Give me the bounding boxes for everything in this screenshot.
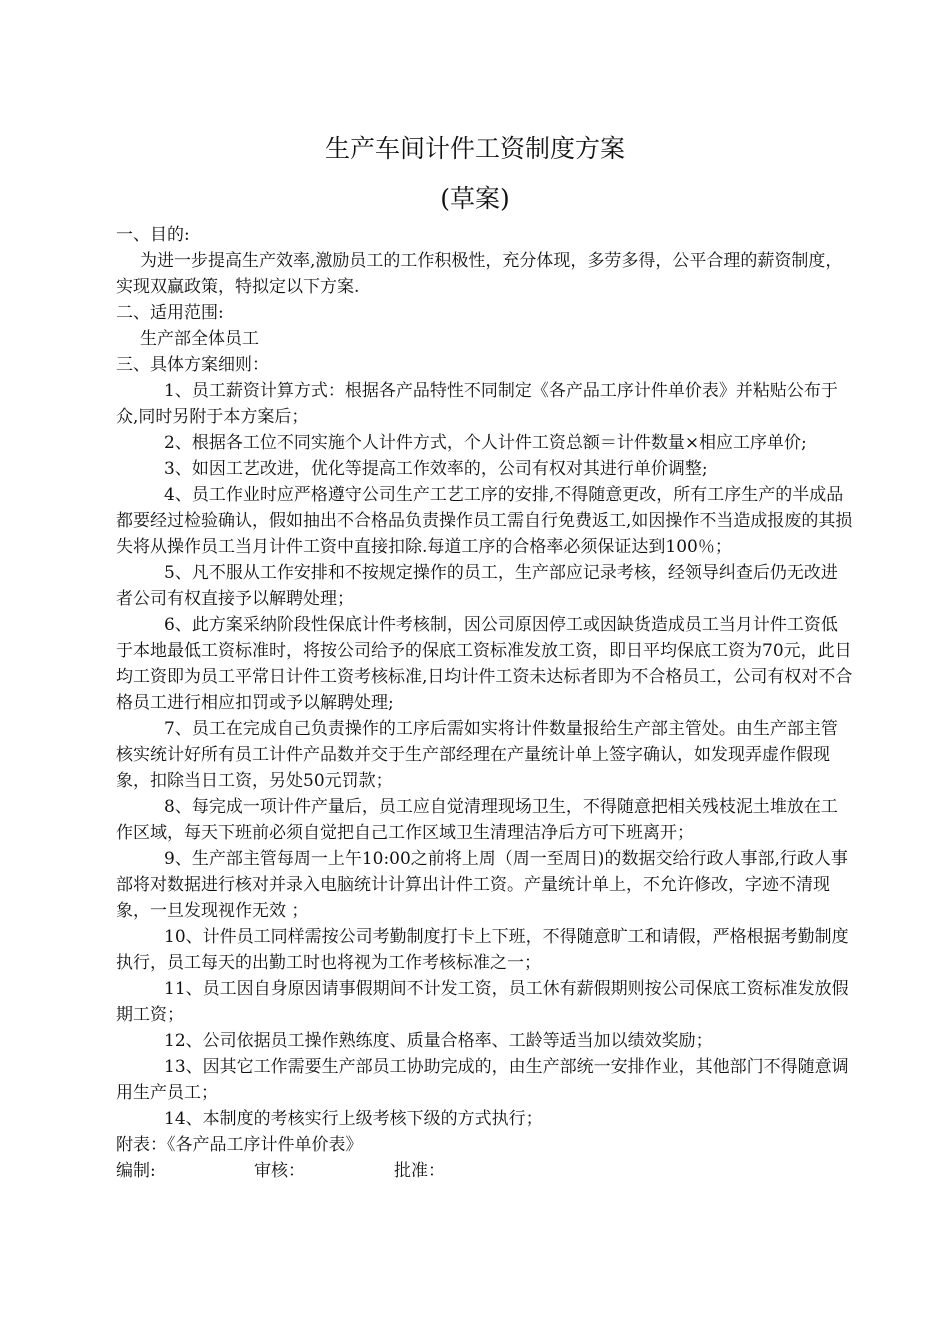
signature-row [116,1158,854,1184]
prepared-by-label: 编制: [116,1161,156,1181]
rule-item: 11、员工因自身原因请事假期间不计发工资，员工休有薪假期则按公司保底工资标准发放假期工资； [116,979,849,1025]
document-title: 生产车间计件工资制度方案 [324,134,625,163]
rule-item: 3、如因工艺改进，优化等提高工作效率的，公司有权对其进行单价调整; [164,459,708,479]
rule-item: 6、此方案采纳阶段性保底计件考核制，因公司原因停工或因缺货造成员工当月计件工资低于本地最低工资标准时，将按公司给予的保底工资标准发放工资，即日平均保底工资为70元，此日均工资即为员工平常日计件工资考核标准,日均计件工资未达标者即为不合格员工，公司有权对不合格员工进行相应扣罚或予以解聘处理; [116,615,853,713]
rule-item: 7、员工在完成自己负责操作的工序后需如实将计件数量报给生产部主管处。由生产部主管核实统计好所有员工计件产品数并交于生产部经理在产量统计单上签字确认，如发现弄虚作假现象，扣除当日工资，另处50元罚款； [116,719,838,791]
document-body [116,222,854,1184]
rule-item: 1、员工薪资计算方式：根据各产品特性不同制定《各产品工序计件单价表》并粘贴公布于众,同时另附于本方案后； [116,381,838,427]
appendix-line: 附表：《各产品工序计件单价表》 [116,1135,363,1155]
rule-item: 14、本制度的考核实行上级考核下级的方式执行； [164,1109,543,1129]
rule-item: 2、根据各工位不同实施个人计件方式，个人计件工资总额＝计件数量×相应工序单价; [164,433,807,453]
document-subtitle: (草案) [440,184,510,213]
rule-item: 4、员工作业时应严格遵守公司生产工艺工序的安排,不得随意更改，所有工序生产的半成品都要经过检验确认，假如抽出不合格品负责操作员工需自行免费返工,如因操作不当造成报废的其损失将从操作员工当月计件工资中直接扣除.每道工序的合格率必须保证达到100％； [116,485,853,557]
rule-item: 10、计件员工同样需按公司考勤制度打卡上下班，不得随意旷工和请假，严格根据考勤制度执行，员工每天的出勤工时也将视为工作考核标准之一； [116,927,849,973]
section-heading-purpose: 一、目的: [116,225,190,245]
rule-item: 12、公司依据员工操作熟练度、质量合格率、工龄等适当加以绩效奖励； [164,1031,713,1051]
section-heading-details: 三、具体方案细则： [116,355,269,375]
rule-item: 8、每完成一项计件产量后，员工应自觉清理现场卫生，不得随意把相关残枝泥土堆放在工作区域，每天下班前必须自觉把自己工作区域卫生清理洁净后方可下班离开； [116,797,838,843]
section-heading-scope: 二、适用范围: [116,303,224,323]
rule-item: 5、凡不服从工作安排和不按规定操作的员工，生产部应记录考核，经领导纠查后仍无改进者公司有权直接予以解聘处理； [116,563,838,609]
rule-item: 13、因其它工作需要生产部员工协助完成的，由生产部统一安排作业，其他部门不得随意调用生产员工； [116,1057,849,1103]
scope-paragraph: 生产部全体员工 [140,329,259,349]
reviewed-by-label: 审核： [254,1161,305,1181]
approved-by-label: 批准： [394,1161,445,1181]
rule-item: 9、生产部主管每周一上午10:00之前将上周（周一至周日)的数据交给行政人事部,行政人事部将对数据进行核对并录入电脑统计计算出计件工资。产量统计单上，不允许修改，字迹不清现象，一旦发现视作无效 ； [116,849,848,921]
purpose-paragraph: 为进一步提高生产效率,激励员工的工作积极性，充分体现，多劳多得，公平合理的薪资制度，实现双赢政策，特拟定以下方案. [116,251,843,297]
